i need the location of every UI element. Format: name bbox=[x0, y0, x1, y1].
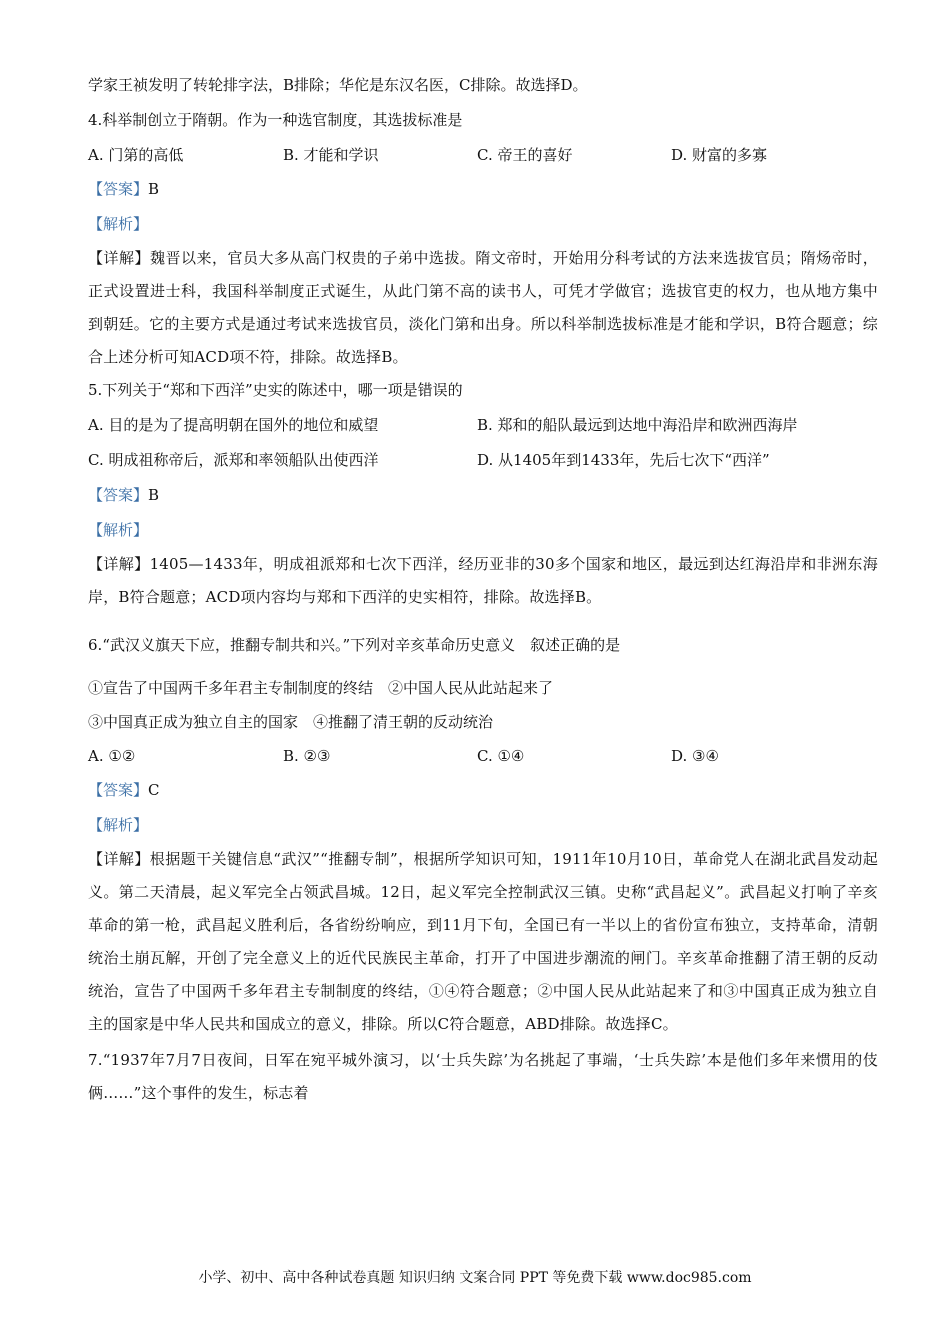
q5-detail-text: 1405—1433年，明成祖派郑和七次下西洋，经历亚非的30多个国家和地区，最远到达红海沿岸和非洲东海岸，B符合题意；ACD项内容均与郑和下西洋的史实相符，排除。故选择B。 bbox=[88, 555, 878, 606]
q5-answer-value: B bbox=[148, 486, 160, 504]
q6-option-b: B. ②③ bbox=[283, 747, 331, 765]
analysis-tag: 【解析】 bbox=[88, 521, 149, 539]
q4-option-c: C. 帝王的喜好 bbox=[477, 146, 573, 164]
q4-option-d: D. 财富的多寡 bbox=[671, 146, 768, 164]
q6-detail bbox=[88, 843, 878, 1041]
detail-tag: 【详解】 bbox=[88, 555, 150, 573]
analysis-tag: 【解析】 bbox=[88, 215, 149, 233]
answer-tag: 【答案】 bbox=[88, 180, 149, 198]
q6-option-c: C. ①④ bbox=[477, 747, 525, 765]
q6-option-d: D. ③④ bbox=[671, 747, 719, 765]
q4-option-b: B. 才能和学识 bbox=[283, 146, 379, 164]
q4-analysis-heading bbox=[88, 213, 878, 236]
q6-options bbox=[88, 745, 878, 768]
q5-option-b: B. 郑和的船队最远到达地中海沿岸和欧洲西海岸 bbox=[477, 416, 798, 434]
q5-answer bbox=[88, 484, 878, 507]
analysis-tag: 【解析】 bbox=[88, 816, 149, 834]
q6-option-a: A. ①② bbox=[88, 747, 136, 765]
q6-items-line1: ①宣告了中国两千多年君主专制制度的终结 ②中国人民从此站起来了 bbox=[88, 679, 554, 697]
q5-option-a: A. 目的是为了提高明朝在国外的地位和威望 bbox=[88, 416, 379, 434]
q6-answer-value: C bbox=[148, 781, 160, 799]
q4-answer bbox=[88, 178, 878, 201]
q5-options-row2 bbox=[88, 449, 878, 472]
q5-analysis-heading bbox=[88, 519, 878, 542]
detail-tag: 【详解】 bbox=[88, 850, 150, 868]
answer-tag: 【答案】 bbox=[88, 486, 149, 504]
document-page bbox=[88, 72, 878, 1110]
q7-stem: 7.“1937年7月7日夜间，日军在宛平城外演习，以‘士兵失踪’为名挑起了事端，‘士兵失踪’本是他们多年来惯用的伎俩……”这个事件的发生，标志着 bbox=[88, 1051, 878, 1102]
q5-stem: 5.下列关于“郑和下西洋”史实的陈述中，哪一项是错误的 bbox=[88, 381, 463, 399]
detail-tag: 【详解】 bbox=[88, 249, 150, 267]
page-footer: 小学、初中、高中各种试卷真题 知识归纳 文案合同 PPT 等免费下载 www.doc985.com bbox=[198, 1270, 752, 1286]
q4-detail-text: 魏晋以来，官员大多从高门权贵的子弟中选拔。隋文帝时，开始用分科考试的方法来选拔官员；隋炀帝时，正式设置进士科，我国科举制度正式诞生，从此门第不高的读书人，可凭才学做官；选拔官吏的权力，也从地方集中到朝廷。它的主要方式是通过考试来选拔官员，淡化门第和出身。所以科举制选拔标准是才能和学识，B符合题意；综合上述分析可知ACD项不符，排除。故选择B。 bbox=[88, 249, 878, 366]
q6-detail-text: 根据题干关键信息“武汉”“推翻专制”，根据所学知识可知，1911年10月10日，革命党人在湖北武昌发动起义。第二天清晨，起义军完全占领武昌城。12日，起义军完全控制武汉三镇。史称“武昌起义”。武昌起义打响了辛亥革命的第一枪，武昌起义胜利后，各省纷纷响应，到11月下旬，全国已有一半以上的省份宣布独立，支持革命，清朝统治土崩瓦解，开创了完全意义上的近代民族民主革命，打开了中国进步潮流的闸门。辛亥革命推翻了清王朝的反动统治，宣告了中国两千多年君主专制制度的终结，①④符合题意；②中国人民从此站起来了和③中国真正成为独立自主的国家是中华人民共和国成立的意义，排除。所以C符合题意，ABD排除。故选择C。 bbox=[88, 850, 878, 1033]
q4-detail bbox=[88, 242, 878, 374]
q6-answer bbox=[88, 779, 878, 802]
q6-stem: 6.“武汉义旗天下应，推翻专制共和兴。”下列对辛亥革命历史意义 叙述正确的是 bbox=[88, 636, 621, 654]
q5-options-row1 bbox=[88, 414, 878, 437]
q6-items-line2: ③中国真正成为独立自主的国家 ④推翻了清王朝的反动统治 bbox=[88, 713, 494, 731]
q4-option-a: A. 门第的高低 bbox=[88, 146, 184, 164]
q5-option-d: D. 从1405年到1433年，先后七次下“西洋” bbox=[477, 451, 770, 469]
q4-stem: 4.科举制创立于隋朝。作为一种选官制度，其选拔标准是 bbox=[88, 111, 463, 129]
q4-answer-value: B bbox=[148, 180, 160, 198]
q4-options bbox=[88, 144, 878, 167]
answer-tag: 【答案】 bbox=[88, 781, 149, 799]
q5-option-c: C. 明成祖称帝后，派郑和率领船队出使西洋 bbox=[88, 451, 379, 469]
q3-analysis-tail: 学家王祯发明了转轮排字法，B排除；华佗是东汉名医，C排除。故选择D。 bbox=[88, 76, 588, 94]
q6-analysis-heading bbox=[88, 814, 878, 837]
q5-detail bbox=[88, 548, 878, 614]
